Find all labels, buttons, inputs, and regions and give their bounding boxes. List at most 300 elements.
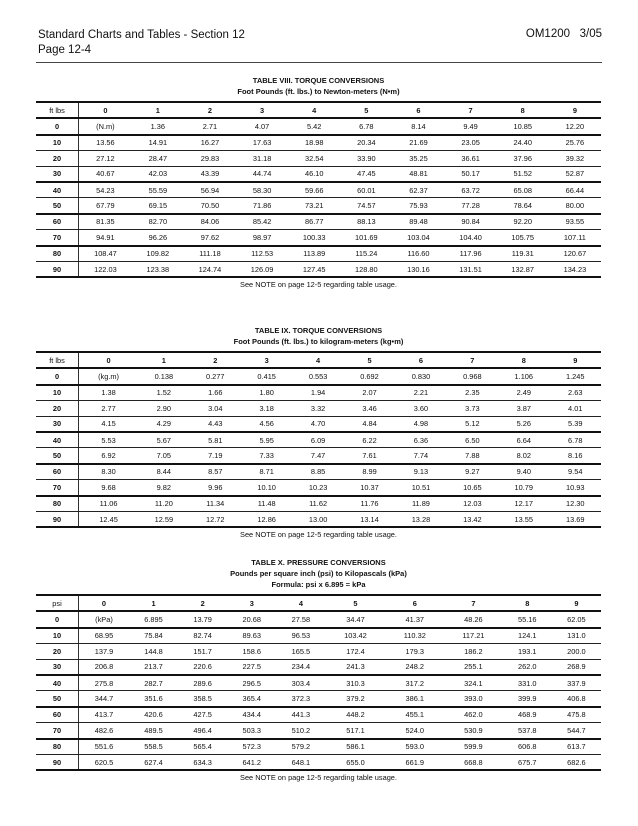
table-cell: 8.85 (292, 464, 343, 480)
table-cell: 551.6 (79, 739, 129, 755)
table-cell: 10.93 (550, 480, 602, 496)
table-cell: 36.61 (445, 151, 497, 166)
table-cell: 51.52 (497, 166, 549, 182)
column-header: 5 (340, 102, 392, 118)
table-cell: 613.7 (552, 739, 601, 755)
column-header: 8 (498, 352, 549, 368)
row-label: 90 (36, 511, 79, 527)
row-label: 60 (36, 707, 79, 723)
table-cell: 599.9 (444, 739, 503, 755)
table-cell: 7.74 (395, 448, 446, 464)
table-cell: 12.03 (447, 496, 498, 512)
table-row (36, 628, 601, 644)
table-cell: 46.10 (288, 166, 340, 182)
table-cell: 82.74 (178, 628, 227, 644)
table-row (36, 166, 601, 182)
table-row (36, 707, 601, 723)
table-row (36, 401, 601, 416)
table-row (36, 644, 601, 659)
table-cell: 80.00 (549, 198, 601, 214)
table-cell: 13.79 (178, 611, 227, 627)
table-cell: 66.44 (549, 182, 601, 198)
table-cell: 7.33 (241, 448, 292, 464)
table-cell: 0.415 (241, 368, 292, 384)
table-cell: 289.6 (178, 675, 227, 691)
table-cell: 262.0 (503, 659, 552, 675)
column-header: 2 (190, 352, 241, 368)
table-cell: 12.20 (549, 118, 601, 134)
table-cell: 13.14 (344, 511, 395, 527)
column-header: 6 (395, 352, 446, 368)
table-cell: 107.11 (549, 230, 601, 246)
table-cell: 648.1 (276, 754, 325, 770)
table-title: TABLE X. PRESSURE CONVERSIONS (251, 558, 386, 567)
conversion-table (36, 351, 601, 528)
table-row (36, 448, 601, 464)
table-cell: 3.46 (344, 401, 395, 416)
table-cell: 13.42 (447, 511, 498, 527)
table-cell: 510.2 (276, 723, 325, 739)
table-cell: 42.03 (132, 166, 184, 182)
table-cell: 186.2 (444, 644, 503, 659)
table-cell: 7.61 (344, 448, 395, 464)
table-cell: 103.04 (392, 230, 444, 246)
row-label: 10 (36, 135, 79, 151)
table-row (36, 135, 601, 151)
table-row (36, 754, 601, 770)
table-cell: 69.15 (132, 198, 184, 214)
column-header: 9 (550, 352, 602, 368)
table-cell: 220.6 (178, 659, 227, 675)
column-header: 3 (241, 352, 292, 368)
table-row (36, 246, 601, 262)
table-cell: (kg.m) (79, 368, 139, 384)
row-label: 50 (36, 198, 79, 214)
table-cell: 4.70 (292, 416, 343, 432)
table-cell: 73.21 (288, 198, 340, 214)
table-cell: 8.02 (498, 448, 549, 464)
table-cell: 5.95 (241, 432, 292, 448)
table-row (36, 368, 601, 384)
table-cell: 2.35 (447, 385, 498, 401)
page-number: Page 12-4 (38, 44, 92, 56)
table-cell: 641.2 (227, 754, 276, 770)
table-cell: 13.00 (292, 511, 343, 527)
table-cell: 60.01 (340, 182, 392, 198)
table-cell: 89.48 (392, 214, 444, 230)
table-cell: 98.97 (236, 230, 288, 246)
table-cell: 23.05 (445, 135, 497, 151)
table-cell: 668.8 (444, 754, 503, 770)
table-cell: 12.59 (138, 511, 189, 527)
table-cell: 268.9 (552, 659, 601, 675)
table-cell: 70.50 (184, 198, 236, 214)
table-cell: 386.1 (386, 691, 445, 707)
table-cell: 43.39 (184, 166, 236, 182)
table-cell: 59.66 (288, 182, 340, 198)
table-cell: 10.23 (292, 480, 343, 496)
table-cell: 579.2 (276, 739, 325, 755)
doc-date: 3/05 (579, 28, 602, 40)
table-title: TABLE VIII. TORQUE CONVERSIONS (252, 76, 385, 85)
table-cell: 496.4 (178, 723, 227, 739)
table-cell: 9.27 (447, 464, 498, 480)
column-header: 0 (79, 595, 129, 611)
table-cell: 8.30 (79, 464, 139, 480)
table-row (36, 480, 601, 496)
table-cell: 1.106 (498, 368, 549, 384)
table-cell: 4.01 (550, 401, 602, 416)
table-cell: 81.35 (79, 214, 132, 230)
table-row (36, 511, 601, 527)
table-cell: 110.32 (386, 628, 445, 644)
table-cell: 1.245 (550, 368, 602, 384)
table-cell: 7.88 (447, 448, 498, 464)
table-cell: 111.18 (184, 246, 236, 262)
table-row (36, 691, 601, 707)
table-cell: 41.37 (386, 611, 445, 627)
table-cell: 9.40 (498, 464, 549, 480)
table-cell: 144.8 (129, 644, 178, 659)
column-header: 6 (392, 102, 444, 118)
row-label: 60 (36, 464, 79, 480)
table-cell: 44.74 (236, 166, 288, 182)
table-note: See NOTE on page 12-5 regarding table usage. (240, 530, 397, 540)
table-row (36, 416, 601, 432)
table-cell: 35.25 (392, 151, 444, 166)
table-cell: 0.553 (292, 368, 343, 384)
table-cell: 21.69 (392, 135, 444, 151)
row-label: 70 (36, 723, 79, 739)
table-cell: 165.5 (276, 644, 325, 659)
table-cell: 68.95 (79, 628, 129, 644)
table-cell: 117.21 (444, 628, 503, 644)
table-cell: 179.3 (386, 644, 445, 659)
table-cell: 2.49 (498, 385, 549, 401)
table-cell: 11.06 (79, 496, 139, 512)
table-cell: 0.692 (344, 368, 395, 384)
table-cell: 4.29 (138, 416, 189, 432)
table-cell: 193.1 (503, 644, 552, 659)
table-cell: 5.42 (288, 118, 340, 134)
table-cell: 2.77 (79, 401, 139, 416)
table-cell: 200.0 (552, 644, 601, 659)
table-row (36, 432, 601, 448)
table-cell: 427.5 (178, 707, 227, 723)
table-cell: 75.93 (392, 198, 444, 214)
table-cell: 12.45 (79, 511, 139, 527)
table-cell: 0.277 (190, 368, 241, 384)
column-header: 8 (503, 595, 552, 611)
table-cell: 9.82 (138, 480, 189, 496)
table-cell: 393.0 (444, 691, 503, 707)
table-cell: 78.64 (497, 198, 549, 214)
table-cell: 248.2 (386, 659, 445, 675)
table-cell: 0.830 (395, 368, 446, 384)
table-cell: 85.42 (236, 214, 288, 230)
table-cell: 7.19 (190, 448, 241, 464)
table-cell: 4.84 (344, 416, 395, 432)
table-cell: 572.3 (227, 739, 276, 755)
table-cell: 16.27 (184, 135, 236, 151)
table-cell: 12.72 (190, 511, 241, 527)
table-cell: 96.26 (132, 230, 184, 246)
column-header: 4 (292, 352, 343, 368)
table-cell: 675.7 (503, 754, 552, 770)
table-cell: 48.81 (392, 166, 444, 182)
table-cell: 108.47 (79, 246, 132, 262)
column-header: 8 (497, 102, 549, 118)
table-cell: 34.47 (325, 611, 385, 627)
table-cell: 14.91 (132, 135, 184, 151)
table-cell: 20.34 (340, 135, 392, 151)
table-cell: 4.07 (236, 118, 288, 134)
table-cell: 455.1 (386, 707, 445, 723)
row-label: 50 (36, 691, 79, 707)
table-cell: 28.47 (132, 151, 184, 166)
table-cell: 10.51 (395, 480, 446, 496)
table-cell: 131.51 (445, 261, 497, 277)
table-cell: 606.8 (503, 739, 552, 755)
row-label: 80 (36, 496, 79, 512)
table-cell: 116.60 (392, 246, 444, 262)
table-cell: 12.86 (241, 511, 292, 527)
column-header-row (36, 102, 601, 118)
table-cell: 3.04 (190, 401, 241, 416)
table-cell: 58.30 (236, 182, 288, 198)
table-cell: 84.06 (184, 214, 236, 230)
table-cell: 620.5 (79, 754, 129, 770)
table-cell: 17.63 (236, 135, 288, 151)
table-row (36, 214, 601, 230)
table-cell: 124.1 (503, 628, 552, 644)
table-cell: 93.55 (549, 214, 601, 230)
table-cell: 5.39 (550, 416, 602, 432)
conversion-table (36, 594, 601, 771)
table-cell: 67.79 (79, 198, 132, 214)
table-cell: 55.16 (503, 611, 552, 627)
table-cell: 13.55 (498, 511, 549, 527)
header-rule (36, 62, 602, 63)
table-cell: 0.138 (138, 368, 189, 384)
row-label: 80 (36, 739, 79, 755)
table-cell: 82.70 (132, 214, 184, 230)
table-cell: 7.05 (138, 448, 189, 464)
column-header: 2 (178, 595, 227, 611)
table-cell: 6.36 (395, 432, 446, 448)
row-label: 80 (36, 246, 79, 262)
table-cell: 593.0 (386, 739, 445, 755)
table-cell: 123.38 (132, 261, 184, 277)
row-label: 90 (36, 261, 79, 277)
table-cell: 11.34 (190, 496, 241, 512)
column-header: 1 (129, 595, 178, 611)
table-cell: 0.968 (447, 368, 498, 384)
table-cell: 90.84 (445, 214, 497, 230)
table-cell: (kPa) (79, 611, 129, 627)
table-cell: 132.87 (497, 261, 549, 277)
table-cell: 282.7 (129, 675, 178, 691)
table-cell: 503.3 (227, 723, 276, 739)
table-cell: 62.05 (552, 611, 601, 627)
section-title: Standard Charts and Tables - Section 12 (38, 29, 245, 41)
table-cell: 682.6 (552, 754, 601, 770)
table-cell: 303.4 (276, 675, 325, 691)
row-label: 20 (36, 644, 79, 659)
table-cell: 11.48 (241, 496, 292, 512)
table-cell: 337.9 (552, 675, 601, 691)
table-cell: 462.0 (444, 707, 503, 723)
table-cell: 351.6 (129, 691, 178, 707)
table-subtitle: Foot Pounds (ft. lbs.) to Newton-meters (N•m) (237, 87, 400, 96)
row-label: 30 (36, 416, 79, 432)
table-cell: 18.98 (288, 135, 340, 151)
table-cell: 6.78 (550, 432, 602, 448)
table-cell: 3.18 (241, 401, 292, 416)
row-label: 30 (36, 659, 79, 675)
column-header: 9 (552, 595, 601, 611)
table-cell: 406.8 (552, 691, 601, 707)
table-cell: 113.89 (288, 246, 340, 262)
table-cell: 661.9 (386, 754, 445, 770)
table-cell: 20.68 (227, 611, 276, 627)
table-cell: 63.72 (445, 182, 497, 198)
table-cell: 8.16 (550, 448, 602, 464)
column-header: 7 (445, 102, 497, 118)
table-cell: 172.4 (325, 644, 385, 659)
table-row (36, 261, 601, 277)
table-cell: 372.3 (276, 691, 325, 707)
table-cell: 234.4 (276, 659, 325, 675)
table-cell: 399.9 (503, 691, 552, 707)
row-label: 40 (36, 675, 79, 691)
table-cell: 379.2 (325, 691, 385, 707)
column-header: 5 (325, 595, 385, 611)
table-cell: 24.40 (497, 135, 549, 151)
table-cell: 2.21 (395, 385, 446, 401)
table-cell: 13.56 (79, 135, 132, 151)
table-cell: 8.57 (190, 464, 241, 480)
table-cell: 206.8 (79, 659, 129, 675)
table-cell: 112.53 (236, 246, 288, 262)
table-cell: 130.16 (392, 261, 444, 277)
column-header: 7 (444, 595, 503, 611)
table-cell: 40.67 (79, 166, 132, 182)
table-cell: 3.87 (498, 401, 549, 416)
table-cell: 5.81 (190, 432, 241, 448)
table-cell: 151.7 (178, 644, 227, 659)
table-cell: 105.75 (497, 230, 549, 246)
table-cell: 5.53 (79, 432, 139, 448)
table-cell: 50.17 (445, 166, 497, 182)
table-cell: 96.53 (276, 628, 325, 644)
table-cell: 10.85 (497, 118, 549, 134)
corner-label: ft lbs (36, 352, 79, 368)
table-cell: 75.84 (129, 628, 178, 644)
table-cell: 65.08 (497, 182, 549, 198)
table-cell: 86.77 (288, 214, 340, 230)
table-cell: 71.86 (236, 198, 288, 214)
table-cell: 100.33 (288, 230, 340, 246)
table-cell: 10.37 (344, 480, 395, 496)
column-header: 1 (138, 352, 189, 368)
table-cell: 482.6 (79, 723, 129, 739)
row-label: 70 (36, 230, 79, 246)
table-cell: 441.3 (276, 707, 325, 723)
table-cell: 3.73 (447, 401, 498, 416)
table-cell: 517.1 (325, 723, 385, 739)
table-cell: 627.4 (129, 754, 178, 770)
table-row (36, 611, 601, 627)
column-header: 3 (236, 102, 288, 118)
table-row (36, 118, 601, 134)
table-cell: 537.8 (503, 723, 552, 739)
table-cell: 324.1 (444, 675, 503, 691)
table-cell: 89.63 (227, 628, 276, 644)
row-label: 90 (36, 754, 79, 770)
table-cell: 11.89 (395, 496, 446, 512)
table-note: See NOTE on page 12-5 regarding table usage. (240, 280, 397, 290)
table-cell: 9.96 (190, 480, 241, 496)
table-cell: 74.57 (340, 198, 392, 214)
table-viii (36, 75, 601, 289)
table-cell: 2.63 (550, 385, 602, 401)
table-cell: 77.28 (445, 198, 497, 214)
table-cell: 448.2 (325, 707, 385, 723)
table-cell: 6.92 (79, 448, 139, 464)
table-cell: 27.12 (79, 151, 132, 166)
table-cell: 158.6 (227, 644, 276, 659)
table-cell: 227.5 (227, 659, 276, 675)
table-cell: 344.7 (79, 691, 129, 707)
table-cell: 127.45 (288, 261, 340, 277)
table-cell: 565.4 (178, 739, 227, 755)
conversion-table (36, 101, 601, 278)
table-cell: 128.80 (340, 261, 392, 277)
table-cell: 475.8 (552, 707, 601, 723)
table-cell: 52.87 (549, 166, 601, 182)
table-cell: 365.4 (227, 691, 276, 707)
table-cell: 310.3 (325, 675, 385, 691)
table-cell: 120.67 (549, 246, 601, 262)
table-cell: 5.12 (447, 416, 498, 432)
table-cell: 55.59 (132, 182, 184, 198)
table-cell: 296.5 (227, 675, 276, 691)
table-cell: (N.m) (79, 118, 132, 134)
table-cell: 103.42 (325, 628, 385, 644)
table-cell: 9.54 (550, 464, 602, 480)
table-cell: 117.96 (445, 246, 497, 262)
table-cell: 115.24 (340, 246, 392, 262)
table-row (36, 230, 601, 246)
table-cell: 317.2 (386, 675, 445, 691)
column-header-row (36, 595, 601, 611)
row-label: 0 (36, 368, 79, 384)
table-cell: 1.38 (79, 385, 139, 401)
table-cell: 47.45 (340, 166, 392, 182)
table-cell: 3.60 (395, 401, 446, 416)
table-cell: 358.5 (178, 691, 227, 707)
table-cell: 1.66 (190, 385, 241, 401)
table-cell: 9.68 (79, 480, 139, 496)
table-formula: Formula: psi x 6.895 = kPa (271, 580, 366, 589)
table-cell: 4.56 (241, 416, 292, 432)
page-header-left (38, 28, 245, 58)
table-cell: 13.69 (550, 511, 602, 527)
table-cell: 11.76 (344, 496, 395, 512)
column-header: 9 (549, 102, 601, 118)
table-cell: 37.96 (497, 151, 549, 166)
